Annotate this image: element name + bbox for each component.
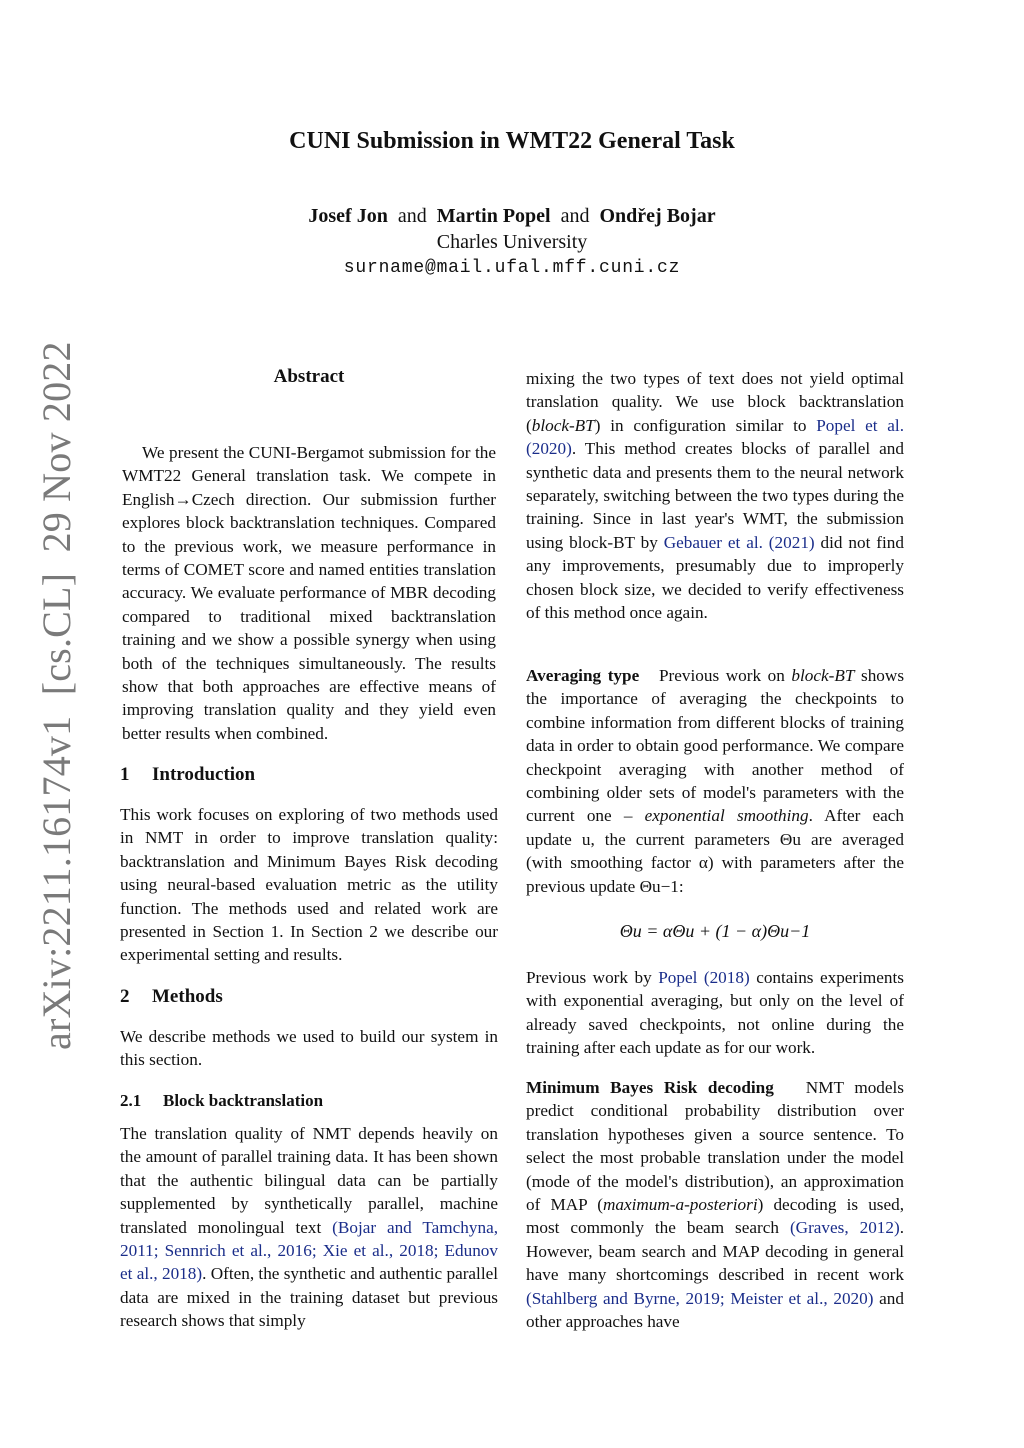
text-run: . This method creates blocks of parallel and synthetic data and presents them to the neural network separately, switching between the two types during the training. Since in last year's WMT, the submission using block-BT by: [526, 439, 904, 552]
text-run: . Often, the synthetic and authentic parallel data are mixed in the training dataset but previous research shows that simply: [120, 1264, 499, 1331]
subsection-title: Block backtranslation: [163, 1091, 324, 1110]
abstract-body: [120, 441, 498, 745]
author-separator: and: [560, 205, 590, 227]
author-name: Ondřej Bojar: [599, 205, 716, 227]
section-heading-introduction: [120, 764, 255, 786]
author-email: surname@mail.ufal.mff.cuni.cz: [343, 258, 681, 278]
text-run: ) in configuration similar to: [594, 415, 817, 435]
affiliation: Charles University: [436, 231, 588, 253]
paragraph: We describe methods we used to build our system in this section.: [120, 1027, 498, 1070]
italic-term: block-BT: [791, 666, 855, 685]
section-title: Introduction: [152, 764, 256, 785]
citation-link[interactable]: (Bojar and Tamchyna, 2011; Sennrich et al., 2016; Xie et al., 2018; Edunov et al., 2018): [120, 1217, 498, 1284]
text-run: did not find any improvements, presumably due to improperly chosen block size, we decided to verify effectiveness of this method once again.: [526, 532, 904, 623]
italic-term: exponential smoothing: [644, 806, 809, 826]
text-run: contains experiments with exponential averaging, but only on the level of already saved checkpoints, not online during the training after each update as for our work.: [526, 968, 904, 1058]
previous-work-paragraph: [526, 966, 904, 1060]
citation-link[interactable]: (Graves, 2012): [789, 1218, 900, 1238]
citation-link[interactable]: Popel (2018): [658, 968, 750, 987]
run-in-heading: Minimum Bayes Risk decoding: [526, 1078, 774, 1097]
citation-link[interactable]: Popel et al. (2020): [526, 415, 904, 459]
paper-title: CUNI Submission in WMT22 General Task: [289, 128, 735, 154]
subsection-heading-block-backtranslation: [120, 1091, 323, 1111]
author-name: Josef Jon: [308, 205, 388, 227]
methods-body: [120, 1025, 498, 1072]
italic-term: block-BT: [531, 415, 595, 435]
text-run: The translation quality of NMT depends heavily on the amount of parallel training data. It has been shown that the authentic bilingual data can be partially supplemented by synthetically parallel, machine translated monolingual text: [120, 1124, 498, 1237]
paragraph: This work focuses on exploring of two methods used in NMT in order to improve translation quality: backtranslation and Minimum Bayes Risk decoding using neural-based evaluation metric as the utility function. The methods used and related work are presented in Section 1. In Section 2 we describe our experimental setting and results.: [120, 805, 498, 965]
paragraph: [526, 367, 904, 624]
section-number: 1: [120, 764, 130, 785]
author-list: [0, 205, 1024, 228]
text-run: Previous work by: [526, 968, 659, 987]
text-run: NMT models predict conditional probability distribution over translation hypotheses given a source sentence. To select the most probable translation under the model (mode of the model's distribution), an approximation of MAP (: [526, 1078, 904, 1215]
text-run: and other approaches have: [526, 1288, 904, 1332]
right-column-top: [526, 367, 904, 624]
equation: Θu = αΘu + (1 − α)Θu−1: [619, 921, 811, 941]
author-separator: and: [397, 205, 427, 227]
text-run: ) decoding is used, most commonly the beam search: [526, 1195, 905, 1238]
section-number: 2: [120, 986, 130, 1007]
run-in-heading: Averaging type: [526, 666, 640, 685]
text-run: Previous work on: [658, 666, 792, 685]
introduction-body: [120, 803, 498, 967]
mbr-decoding-paragraph: [526, 1076, 904, 1333]
section-title: Methods: [152, 986, 223, 1007]
italic-term: maximum-a-posteriori: [602, 1195, 758, 1215]
paragraph: [120, 1122, 498, 1333]
text-run: . However, beam search and MAP decoding in general have many shortcomings described in recent work: [526, 1218, 905, 1285]
subsection-number: 2.1: [120, 1091, 142, 1110]
citation-link[interactable]: Gebauer et al. (2021): [663, 532, 815, 552]
arxiv-identifier: arXiv:2211.16174v1 [cs.CL] 29 Nov 2022: [34, 341, 79, 1050]
abstract-heading: Abstract: [273, 366, 345, 387]
averaging-type-paragraph: [526, 664, 904, 898]
abstract-text: We present the CUNI-Bergamot submission for the WMT22 General translation task. We compete in English→Czech direction. Our submission further explores block backtranslation techniques. Compared to the previous work, we measure performance in terms of COMET score and named entities translation accuracy. We evaluate performance of MBR decoding compared to traditional mixed backtranslation training and we show a possible synergy when using both of the techniques simultaneously. The results show that both approaches are effective means of improving translation quality and they yield even better results when combined.: [122, 443, 496, 743]
text-run: shows the importance of averaging the checkpoints to combine information from different blocks of training data in order to obtain good performance. We compare checkpoint averaging with another method of combining older sets of model's parameters with the current one –: [526, 666, 905, 826]
text-run: . After each update u, the current parameters Θu are averaged (with smoothing factor α) with parameters after the previous update Θu−1:: [526, 806, 905, 896]
author-name: Martin Popel: [436, 205, 551, 227]
paragraph: [526, 1076, 904, 1333]
paragraph: [526, 664, 904, 898]
citation-link[interactable]: (Stahlberg and Byrne, 2019; Meister et al., 2020): [526, 1288, 874, 1308]
block-backtranslation-body: [120, 1122, 498, 1333]
text-run: mixing the two types of text does not yield optimal translation quality. We use block backtranslation (: [526, 369, 904, 435]
paragraph: [526, 966, 904, 1060]
section-heading-methods: [120, 986, 223, 1008]
